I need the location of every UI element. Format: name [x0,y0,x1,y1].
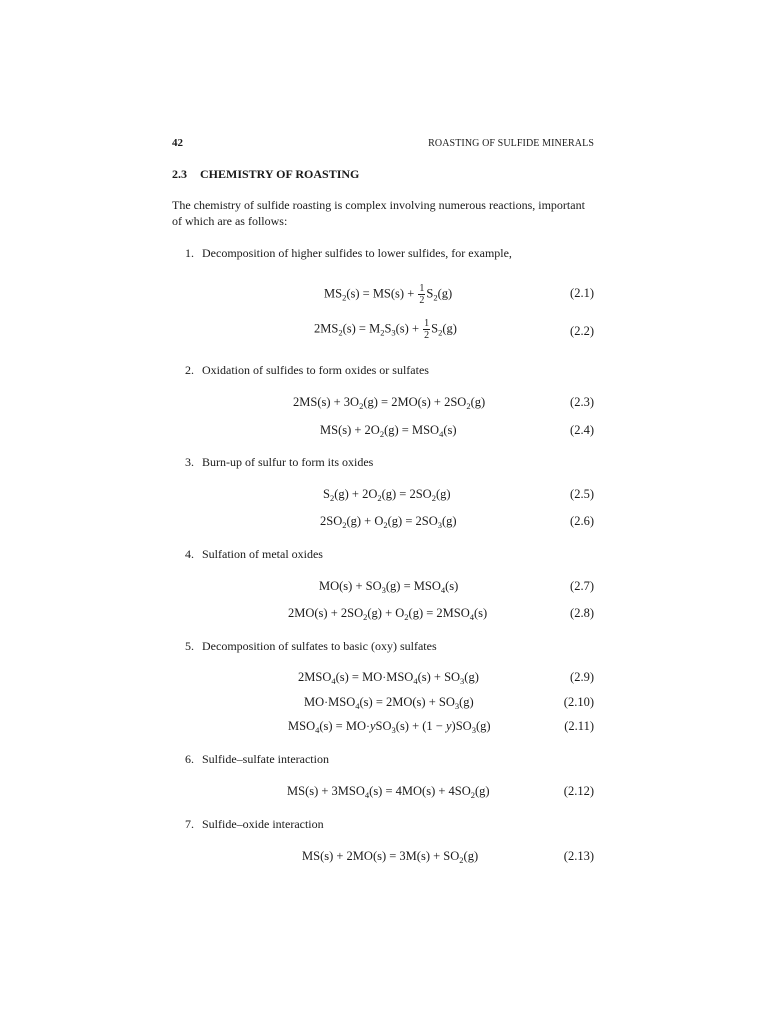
list-item: 6. Sulfide–sulfate interaction [185,752,329,766]
equation-number: (2.10) [563,695,594,709]
equation: $2MO(s) + 2SO_2(g) + O_2(g) = 2MSO_4(s)$ [288,606,488,622]
equation-number: (2.4) [570,423,594,437]
list-item: 7. Sulfide–oxide interaction [185,817,324,831]
list-item: 5. Decomposition of sulfates to basic (oxy) sulfates [185,639,437,653]
equation: $MO\cdot MSO_4(s) = 2MO(s) + SO_3(g)$ [304,695,474,711]
equation: $MS(s) + 2O_2(g) = MSO_4(s)$ [320,423,457,439]
equation-number: (2.5) [570,487,594,501]
equation: $MS(s) + 3MSO_4(s) = 4MO(s) + 4SO_2(g)$ [287,784,490,800]
equation-number: (2.8) [570,606,594,620]
equation-number: (2.9) [570,670,594,684]
equation-number: (2.2) [570,324,594,338]
equation-number: (2.6) [570,514,594,528]
running-title: ROASTING OF SULFIDE MINERALS [428,138,594,149]
list-item: 2. Oxidation of sulfides to form oxides or sulfates [185,363,429,377]
equation-number: (2.12) [563,784,594,798]
section-number: 2.3 [172,167,187,181]
equation: $MO(s) + SO_3(g) = MSO_4(s)$ [319,579,459,595]
equation: $MSO_4(s) = MO\cdot ySO_3(s) + (1 - y)SO_3(g)$ [288,719,491,735]
list-item: 1. Decomposition of higher sulfides to lower sulfides, for example, [185,246,512,260]
equation: $MS(s) + 2MO(s) = 3M(s) + SO_2(g)$ [302,849,479,865]
section-title: CHEMISTRY OF ROASTING [200,167,360,181]
equation-number: (2.7) [570,579,594,593]
equation: $2SO_2(g) + O_2(g) = 2SO_3(g)$ [320,514,457,530]
equation: $MS_2(s) = MS(s)$ + $\frac{1}{2}$ $S_2(g)$ [324,283,453,306]
equation-number: (2.3) [570,395,594,409]
section-heading [172,167,359,182]
equation: $2MS_2(s) = M_2S_3(s)$ + $\frac{1}{2}$ $S_2(g)$ [314,318,457,341]
intro-paragraph: The chemistry of sulfide roasting is complex involving numerous reactions, important of which are as follows: [172,198,585,228]
list-item: 3. Burn-up of sulfur to form its oxides [185,455,374,469]
list-item: 4. Sulfation of metal oxides [185,547,323,561]
equation-number: (2.13) [563,849,594,863]
page-number: 42 [172,137,183,149]
equation-number: (2.11) [564,719,594,733]
equation: $2MS(s) + 3O_2(g) = 2MO(s) + 2SO_2(g)$ [293,395,486,411]
equation: $S_2(g) + 2O_2(g) = 2SO_2(g)$ [323,487,451,503]
equation: $2MSO_4(s) = MO\cdot MSO_4(s) + SO_3(g)$ [298,670,479,686]
equation-number: (2.1) [570,286,594,300]
